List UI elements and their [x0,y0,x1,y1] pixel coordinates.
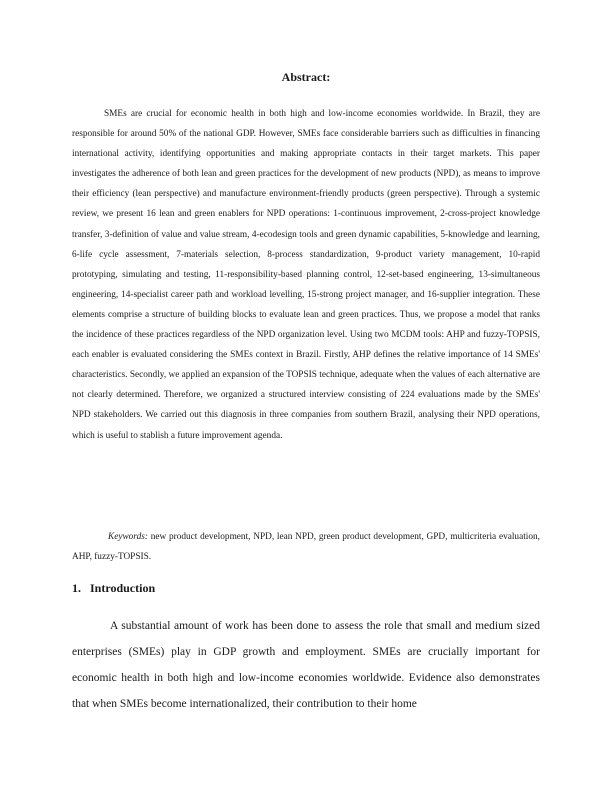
introduction-paragraph [72,613,540,717]
abstract-heading: Abstract: [281,70,331,84]
keywords-paragraph [72,527,540,567]
keywords-label: Keywords: [108,532,148,542]
abstract-text: SMEs are crucial for economic health in both high and low-income economies worldwide. In Brazil, they are responsible for around 50% of the national GDP. However, SMEs face considerable barriers such as difficulties in financing international activity, identifying opportunities and making appropriate contacts in their target markets. This paper investigates the adherence of both lean and green practices for the development of new products (NPD), as means to improve their efficiency (lean perspective) and manufacture environment-friendly products (green perspective). Through a systemic review, we present 16 lean and green enablers for NPD operations: 1-continuous improvement, 2-cross-project knowledge transfer, 3-definition of value and value stream, 4-ecodesign tools and green dynamic capabilities, 5-knowledge and learning, 6-life cycle assessment, 7-materials selection, 8-process standardization, 9-product variety management, 10-rapid prototyping, simulating and testing, 11-responsibility-based planning control, 12-set-based engineering, 13-simultaneous engineering, 14-specialist career path and workload levelling, 15-strong project manager, and 16-supplier integration. These elements comprise a structure of building blocks to evaluate lean and green practices. Thus, we propose a model that ranks the incidence of these practices regardless of the NPD organization level. Using two MCDM tools: AHP and fuzzy-TOPSIS, each enabler is evaluated considering the SMEs context in Brazil. Firstly, AHP defines the relative importance of 14 SMEs' characteristics. Secondly, we applied an expansion of the TOPSIS technique, adequate when the values of each alternative are not clearly determined. Therefore, we organized a structured interview consisting of 224 evaluations made by the SMEs' NPD stakeholders. We carried out this diagnosis in three companies from southern Brazil, analysing their NPD operations, which is useful to stablish a future improvement agenda. [72,109,540,441]
section-title: Introduction [90,581,156,595]
introduction-text: A substantial amount of work has been done to assess the role that small and medium sized enterprises (SMEs) play in GDP growth and employment. SMEs are crucially important for economic health in both high and low-income economies worldwide. Evidence also demonstrates that when SMEs become internationalized, their contribution to their home [72,620,540,710]
keywords-text: new product development, NPD, lean NPD, green product development, GPD, multicriteria evaluation, AHP, fuzzy-TOPSIS. [72,532,540,562]
abstract-paragraph [72,104,540,446]
section-heading-introduction [72,581,155,596]
section-number: 1. [72,581,81,595]
